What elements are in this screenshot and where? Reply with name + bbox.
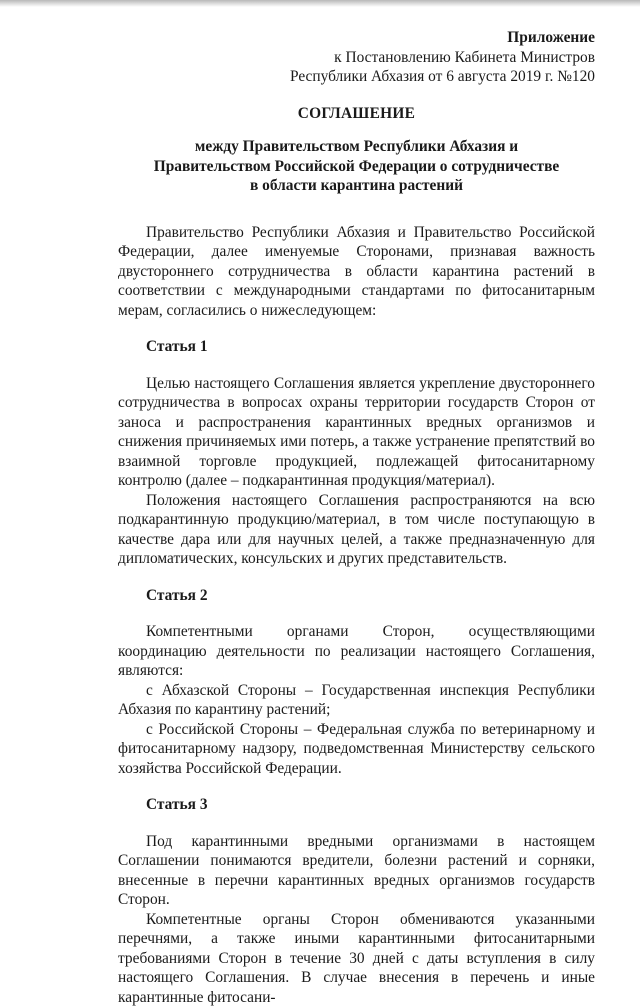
article-1-heading: Статья 1 [146,337,595,357]
article-3-paragraph-2: Компетентные органы Сторон обмениваются указанными перечнями, а также иными карантинными фитосанитарными требованиями Сторон в течение 30 дней с даты вступления в силу настоящего Соглашения. В случае внесения в перечень и иные карантинные фитосани- [118,910,595,1007]
article-3-heading: Статья 3 [146,795,595,815]
article-2-paragraph-2: с Абхазской Стороны – Государственная инспекция Республики Абхазия по карантину растений; [118,681,595,720]
appendix-heading: Приложение [118,28,595,48]
subtitle-line-3: в области карантина растений [118,176,595,196]
appendix-line-2: Республики Абхазия от 6 августа 2019 г. №120 [118,67,595,87]
appendix-line-1: к Постановлению Кабинета Министров [118,48,595,68]
appendix-block [118,28,595,87]
article-1-paragraph-2: Положения настоящего Соглашения распространяются на всю подкарантинную продукцию/материал, в том числе поступающую в качестве дара или для научных целей, а также предназначенную для дипломатических, консульских и других представительств. [118,491,595,569]
article-2-heading: Статья 2 [146,586,595,606]
subtitle-line-2: Правительством Российской Федерации о сотрудничестве [118,157,595,177]
document-title: СОГЛАШЕНИЕ [118,104,595,124]
document-subtitle [118,137,595,196]
article-2-paragraph-1: Компетентными органами Сторон, осуществляющими координацию деятельности по реализации настоящего Соглашения, являются: [118,622,595,681]
subtitle-line-1: между Правительством Республики Абхазия и [118,137,595,157]
preamble-paragraph: Правительство Республики Абхазия и Правительство Российской Федерации, далее именуемые Сторонами, признавая важность двустороннего сотрудничества в области карантина растений в соответствии с международными стандартами по фитосанитарным мерам, согласились о нижеследующем: [118,223,595,321]
scan-top-shadow [0,0,640,7]
article-1-paragraph-1: Целью настоящего Соглашения является укрепление двустороннего сотрудничества в вопросах охраны территории государств Сторон от заноса и распространения карантинных вредных организмов и снижения причиняемых ими потерь, а также устранение препятствий во взаимной торговле продукцией, подлежащей фитосанитарному контролю (далее – подкарантинная продукция/материал). [118,374,595,491]
document-page [118,28,595,1007]
article-2-paragraph-3: с Российской Стороны – Федеральная служба по ветеринарному и фитосанитарному надзору, подведомственная Министерству сельского хозяйства Российской Федерации. [118,720,595,779]
article-3-paragraph-1: Под карантинными вредными организмами в настоящем Соглашении понимаются вредители, болезни растений и сорняки, внесенные в перечни карантинных вредных организмов государств Сторон. [118,832,595,910]
